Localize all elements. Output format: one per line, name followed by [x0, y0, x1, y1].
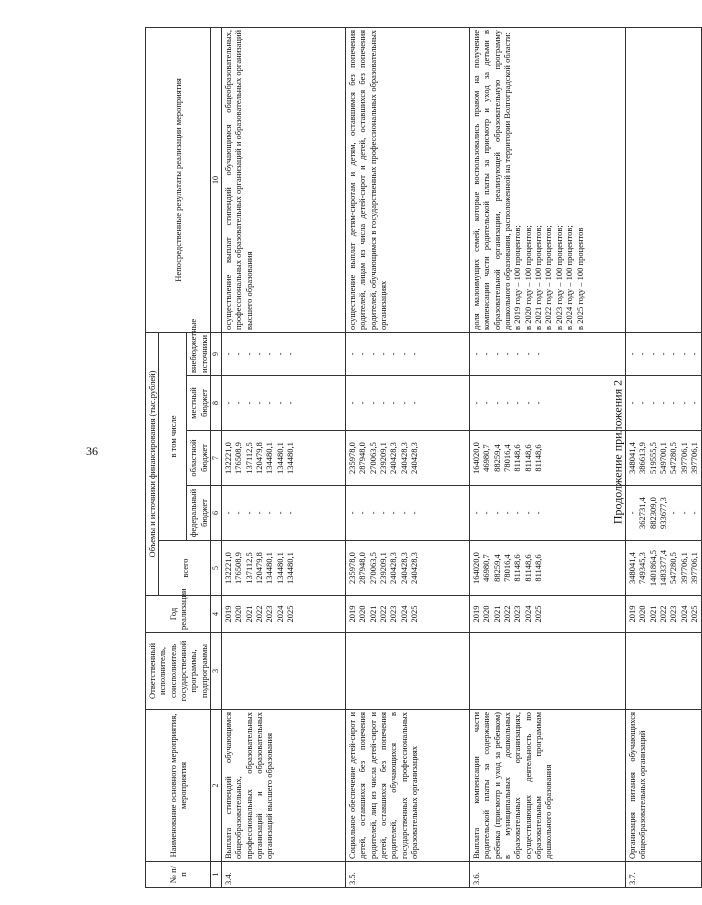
offbudget-cell-value: - [491, 352, 502, 356]
federal-cell [221, 486, 345, 541]
total-cell-value: 164020,0 [470, 552, 481, 584]
offbudget-cell [625, 332, 701, 375]
result-list-item: в 2020 году – 100 процентов; [522, 225, 533, 330]
table-body [221, 27, 701, 887]
total-cell [345, 541, 469, 596]
year-cell-value: 2023 [388, 605, 399, 623]
result-list-item: в 2023 году – 100 процентов; [553, 225, 564, 330]
year-cell-value: 2021 [647, 605, 658, 623]
year-cell-value: 2025 [533, 605, 544, 623]
regional-cell-value: 78016,4 [501, 444, 512, 472]
offbudget-cell-value: - [470, 352, 481, 356]
year-cell [625, 596, 701, 633]
year-cell-value: 2020 [481, 605, 492, 623]
year-cell-value: 2022 [253, 605, 264, 623]
local-cell-value: - [346, 401, 357, 405]
federal-cell-value: - [357, 511, 368, 515]
year-cell [221, 596, 345, 633]
total-cell-value: 749345,3 [637, 552, 648, 584]
offbudget-cell-value: - [357, 352, 368, 356]
federal-cell-value: - [367, 511, 378, 515]
total-cell-value: 137112,5 [243, 552, 254, 584]
local-cell-value: - [377, 401, 388, 405]
total-cell-value: 132221,0 [222, 552, 233, 584]
federal-cell-value: - [512, 511, 523, 515]
year-cell-value: 2019 [346, 605, 357, 623]
total-cell-value: 134480,1 [274, 552, 285, 584]
total-cell-value: 397706,1 [678, 552, 689, 584]
measure-name: Выплата компенсации части родительской платы за содержание ребенка (присмотр и уход за ребенком) в муниципальных дошкольных образовательных организациях, осуществляющих деятельность по образовательным программам дошкольного образования [469, 710, 625, 862]
result-list-item: в 2025 году – 100 процентов [574, 227, 585, 330]
responsible-cell [625, 633, 701, 710]
total-cell-value: 270063,5 [367, 552, 378, 584]
offbudget-cell-value: - [689, 352, 700, 356]
local-cell-value: - [264, 401, 275, 405]
year-cell-value: 2022 [501, 605, 512, 623]
local-cell [345, 376, 469, 431]
federal-cell-value: 882309,0 [647, 497, 658, 529]
measure-name: Выплата стипендий обучающимся общеобразовательных, профессиональных образовательных организаций и образовательных организаций высшего образования [221, 710, 345, 862]
local-cell-value: - [367, 401, 378, 405]
offbudget-cell-value: - [243, 352, 254, 356]
total-cell [625, 541, 701, 596]
year-cell-value: 2022 [377, 605, 388, 623]
measure-name: Организация питания обучающихся общеобразовательных организаций [625, 710, 701, 862]
local-cell-value: - [512, 401, 523, 405]
federal-cell-value: - [243, 511, 254, 515]
year-cell-value: 2023 [264, 605, 275, 623]
federal-cell-value: 362731,4 [637, 497, 648, 529]
regional-cell-value: 46980,7 [481, 444, 492, 472]
total-cell-value: 176508,9 [233, 552, 244, 584]
total-cell-value: 134480,1 [285, 552, 296, 584]
regional-cell-value: 164020,0 [470, 442, 481, 474]
local-cell-value: - [243, 401, 254, 405]
regional-cell-value: 235978,0 [346, 442, 357, 474]
regional-cell-value: 176508,9 [233, 442, 244, 474]
total-cell-value: 120479,8 [253, 552, 264, 584]
regional-cell-value: 240428,3 [409, 442, 420, 474]
offbudget-cell-value: - [657, 352, 668, 356]
offbudget-cell [221, 332, 345, 375]
col-number: 9 [211, 332, 222, 375]
total-cell-value: 78016,4 [501, 554, 512, 582]
year-cell-value: 2021 [491, 605, 502, 623]
federal-cell-value: - [264, 511, 275, 515]
header-number: № п/п [146, 862, 211, 888]
total-cell-value: 81148,6 [522, 554, 533, 582]
header-name: Наименование основного мероприятия, мероприятия [146, 710, 211, 862]
col-number: 7 [211, 431, 222, 486]
result-text: осуществление выплат детям-сиротам и детям, оставшимся без попечения родителей, лицам из числа детей-сирот и детей, оставшихся без попечения родителей, обучающимся в государственных профессиональных образовательных организациях [346, 29, 388, 330]
federal-cell-value: - [491, 511, 502, 515]
year-cell-value: 2021 [243, 605, 254, 623]
local-cell-value: - [470, 401, 481, 405]
result-cell [345, 27, 469, 332]
result-cell [625, 27, 701, 332]
regional-cell-value: 397706,1 [689, 442, 700, 474]
result-text: доля малоимущих семей, которые воспользовались правом на получение компенсации части родительской платы за присмотр и уход за детьми в образовательной организации, реализующей образовательную программу дошкольного образования, расположенной на территории Волгоградской области: [470, 29, 512, 330]
col-number: 4 [211, 596, 222, 633]
local-cell-value: - [285, 401, 296, 405]
offbudget-cell-value: - [222, 352, 233, 356]
local-cell-value: - [481, 401, 492, 405]
offbudget-cell [345, 332, 469, 375]
offbudget-cell-value: - [512, 352, 523, 356]
col-number: 1 [211, 862, 222, 888]
result-list-item: в 2021 году – 100 процентов; [533, 225, 544, 330]
offbudget-cell-value: - [647, 352, 658, 356]
total-cell-value: 397706,1 [689, 552, 700, 584]
regional-cell-value: 134480,1 [274, 442, 285, 474]
federal-cell-value: - [388, 511, 399, 515]
col-number: 8 [211, 376, 222, 431]
regional-cell-value: 134480,1 [264, 442, 275, 474]
regional-cell-value: 81148,6 [533, 444, 544, 472]
total-cell [469, 541, 625, 596]
regional-cell-value: 287948,0 [357, 442, 368, 474]
continuation-title: Продолжение приложения 2 [610, 379, 625, 525]
local-cell-value: - [678, 401, 689, 405]
year-cell-value: 2023 [668, 605, 679, 623]
header-result: Непосредственные результаты реализации мероприятия [146, 27, 211, 332]
col-number: 5 [211, 541, 222, 596]
local-cell-value: - [637, 401, 648, 405]
result-list-item: в 2019 году – 100 процентов; [512, 225, 523, 330]
row-number: 3.5. [345, 862, 469, 888]
row-number: 3.4. [221, 862, 345, 888]
federal-cell-value: - [689, 511, 700, 515]
table-row [469, 27, 625, 887]
regional-cell-value: 240428,3 [398, 442, 409, 474]
year-cell-value: 2022 [657, 605, 668, 623]
federal-cell-value: - [522, 511, 533, 515]
regional-cell-value: 240428,3 [388, 442, 399, 474]
total-cell-value: 240428,3 [398, 552, 409, 584]
total-cell-value: 88259,4 [491, 554, 502, 582]
financing-table [145, 27, 702, 888]
total-cell-value: 1483377,4 [657, 549, 668, 587]
header-finance: Объемы и источники финансирования (тыс.рублей) [146, 332, 159, 595]
federal-cell [469, 486, 625, 541]
local-cell-value: - [274, 401, 285, 405]
local-cell-value: - [668, 401, 679, 405]
local-cell-value: - [491, 401, 502, 405]
federal-cell-value: - [253, 511, 264, 515]
page-number: 36 [86, 444, 98, 458]
total-cell-value: 547280,5 [668, 552, 679, 584]
offbudget-cell-value: - [637, 352, 648, 356]
measure-name: Социальное обеспечение детей-сирот и детей, оставшихся без попечения родителей, лиц из числа детей-сирот и детей, оставшихся без попечения родителей, обучающихся в государственных профессиональных образовательных организациях [345, 710, 469, 862]
federal-cell-value: - [346, 511, 357, 515]
federal-cell-value: - [398, 511, 409, 515]
local-cell-value: - [398, 401, 409, 405]
regional-cell [469, 431, 625, 486]
local-cell-value: - [657, 401, 668, 405]
offbudget-cell-value: - [367, 352, 378, 356]
local-cell [221, 376, 345, 431]
year-cell-value: 2024 [678, 605, 689, 623]
regional-cell-value: 348041,4 [626, 442, 637, 474]
result-cell [469, 27, 625, 332]
table-row [345, 27, 469, 887]
result-list-item: в 2024 году – 100 процентов; [564, 225, 575, 330]
offbudget-cell-value: - [346, 352, 357, 356]
regional-cell-value: 549700,1 [657, 442, 668, 474]
col-number: 3 [211, 633, 222, 710]
total-cell-value: 81148,6 [533, 554, 544, 582]
year-cell-value: 2020 [233, 605, 244, 623]
header-regional: областной бюджет [187, 431, 211, 486]
local-cell-value: - [253, 401, 264, 405]
total-cell-value: 240428,3 [409, 552, 420, 584]
offbudget-cell-value: - [481, 352, 492, 356]
year-cell-value: 2020 [357, 605, 368, 623]
offbudget-cell-value: - [678, 352, 689, 356]
year-cell-value: 2024 [398, 605, 409, 623]
offbudget-cell-value: - [533, 352, 544, 356]
federal-cell-value: - [501, 511, 512, 515]
year-cell-value: 2019 [470, 605, 481, 623]
year-cell [345, 596, 469, 633]
header-including: в том числе [159, 332, 187, 540]
year-cell-value: 2019 [626, 605, 637, 623]
regional-cell [345, 431, 469, 486]
offbudget-cell [469, 332, 625, 375]
year-cell-value: 2023 [512, 605, 523, 623]
total-cell-value: 239209,1 [377, 552, 388, 584]
regional-cell-value: 397706,1 [678, 442, 689, 474]
column-numbers-row [211, 27, 222, 887]
local-cell [469, 376, 625, 431]
col-number: 10 [211, 27, 222, 332]
offbudget-cell-value: - [264, 352, 275, 356]
federal-cell-value: - [668, 511, 679, 515]
total-cell-value: 287948,0 [357, 552, 368, 584]
federal-cell-value: 933677,3 [657, 497, 668, 529]
federal-cell-value: - [233, 511, 244, 515]
regional-cell-value: 270063,5 [367, 442, 378, 474]
year-cell-value: 2024 [274, 605, 285, 623]
offbudget-cell-value: - [233, 352, 244, 356]
federal-cell-value: - [274, 511, 285, 515]
total-cell-value: 134480,1 [264, 552, 275, 584]
regional-cell-value: 547280,5 [668, 442, 679, 474]
col-number: 2 [211, 710, 222, 862]
year-cell-value: 2025 [409, 605, 420, 623]
federal-cell-value: - [409, 511, 420, 515]
table-row [221, 27, 345, 887]
local-cell-value: - [357, 401, 368, 405]
total-cell-value: 348041,4 [626, 552, 637, 584]
local-cell-value: - [233, 401, 244, 405]
federal-cell-value: - [470, 511, 481, 515]
local-cell-value: - [409, 401, 420, 405]
year-cell-value: 2020 [637, 605, 648, 623]
header-offbudget: внебюджетные источники [187, 332, 211, 375]
regional-cell-value: 239209,1 [377, 442, 388, 474]
regional-cell-value: 134480,1 [285, 442, 296, 474]
total-cell-value: 1401864,5 [647, 549, 658, 587]
responsible-cell [221, 633, 345, 710]
offbudget-cell-value: - [409, 352, 420, 356]
offbudget-cell-value: - [285, 352, 296, 356]
year-cell-value: 2024 [522, 605, 533, 623]
local-cell-value: - [222, 401, 233, 405]
federal-cell [625, 486, 701, 541]
rotated-table-area [145, 28, 700, 888]
header-total: всего [159, 541, 211, 596]
year-cell-value: 2025 [689, 605, 700, 623]
offbudget-cell-value: - [377, 352, 388, 356]
offbudget-cell-value: - [522, 352, 533, 356]
header-responsible: Ответственный исполнитель, соисполнитель государственной программы, подпрограммы [146, 633, 211, 710]
local-cell [625, 376, 701, 431]
offbudget-cell-value: - [398, 352, 409, 356]
year-cell-value: 2021 [367, 605, 378, 623]
federal-cell-value: - [678, 511, 689, 515]
regional-cell-value: 120479,8 [253, 442, 264, 474]
col-number: 6 [211, 486, 222, 541]
offbudget-cell-value: - [501, 352, 512, 356]
federal-cell-value: - [626, 511, 637, 515]
year-cell-value: 2019 [222, 605, 233, 623]
offbudget-cell-value: - [626, 352, 637, 356]
federal-cell-value: - [377, 511, 388, 515]
local-cell-value: - [626, 401, 637, 405]
federal-cell-value: - [222, 511, 233, 515]
result-text: осуществление выплат стипендий обучающимся общеобразовательных, профессиональных образовательных организаций и образовательных организаций высшего образования [222, 29, 254, 330]
offbudget-cell-value: - [253, 352, 264, 356]
responsible-cell [345, 633, 469, 710]
header-local: местный бюджет [187, 376, 211, 431]
total-cell [221, 541, 345, 596]
year-cell-value: 2025 [285, 605, 296, 623]
header-federal: федеральный бюджет [187, 486, 211, 541]
regional-cell-value: 386613,9 [637, 442, 648, 474]
result-cell [221, 27, 345, 332]
responsible-cell [469, 633, 625, 710]
regional-cell-value: 132221,0 [222, 442, 233, 474]
row-number: 3.6. [469, 862, 625, 888]
local-cell-value: - [647, 401, 658, 405]
regional-cell-value: 81148,6 [512, 444, 523, 472]
offbudget-cell-value: - [668, 352, 679, 356]
federal-cell-value: - [285, 511, 296, 515]
total-cell-value: 46980,7 [481, 554, 492, 582]
total-cell-value: 235978,0 [346, 552, 357, 584]
local-cell-value: - [689, 401, 700, 405]
result-list-item: в 2022 году – 100 процентов; [543, 225, 554, 330]
federal-cell-value: - [533, 511, 544, 515]
local-cell-value: - [522, 401, 533, 405]
year-cell [469, 596, 625, 633]
regional-cell-value: 519555,5 [647, 442, 658, 474]
table-row [625, 27, 701, 887]
row-number: 3.7. [625, 862, 701, 888]
regional-cell [625, 431, 701, 486]
local-cell-value: - [388, 401, 399, 405]
offbudget-cell-value: - [274, 352, 285, 356]
total-cell-value: 240428,3 [388, 552, 399, 584]
local-cell-value: - [501, 401, 512, 405]
federal-cell-value: - [481, 511, 492, 515]
total-cell-value: 81148,6 [512, 554, 523, 582]
regional-cell-value: 137112,5 [243, 442, 254, 474]
header-year: Год реализации [146, 596, 211, 633]
offbudget-cell-value: - [388, 352, 399, 356]
regional-cell-value: 81148,6 [522, 444, 533, 472]
regional-cell [221, 431, 345, 486]
regional-cell-value: 88259,4 [491, 444, 502, 472]
local-cell-value: - [533, 401, 544, 405]
federal-cell [345, 486, 469, 541]
